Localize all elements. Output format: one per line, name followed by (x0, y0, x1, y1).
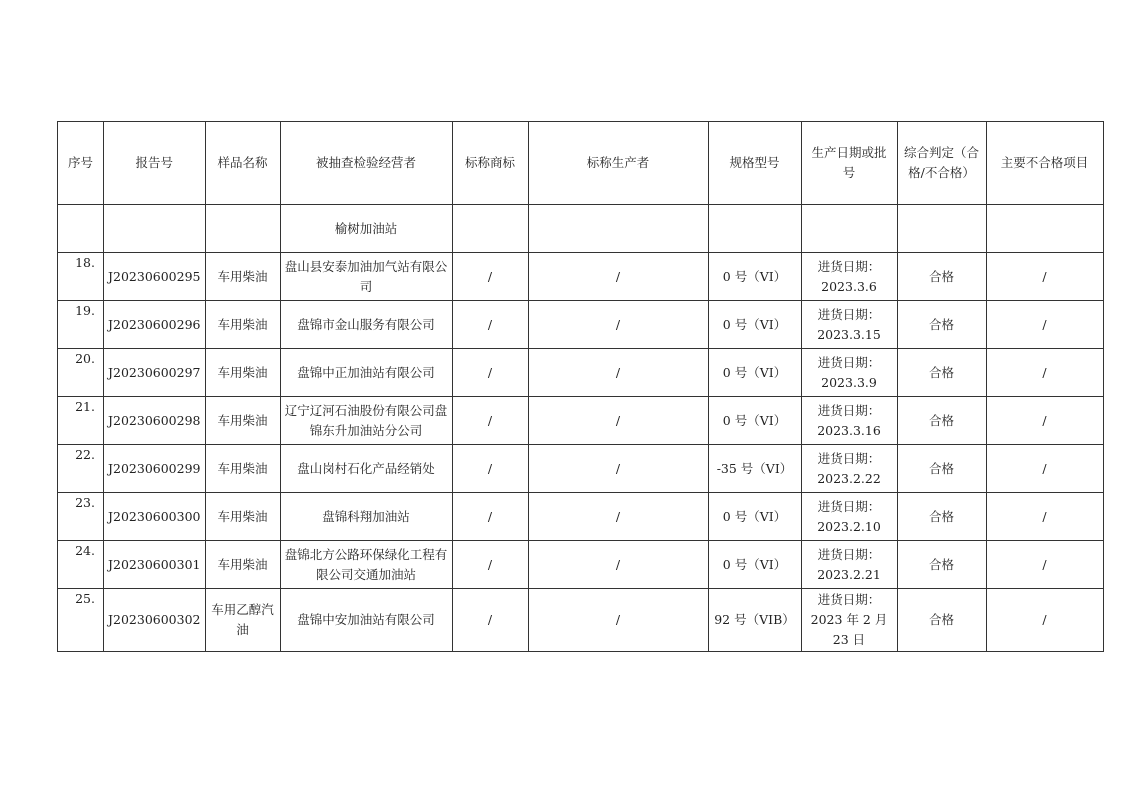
cell-sample: 车用乙醇汽油 (205, 589, 280, 652)
cell-report: J20230600301 (104, 541, 206, 589)
cell-brand: / (452, 541, 528, 589)
cell-items: / (986, 541, 1103, 589)
cell-producer: / (528, 493, 708, 541)
table-row (58, 589, 1104, 652)
cell-operator: 辽宁辽河石油股份有限公司盘锦东升加油站分公司 (280, 397, 452, 445)
cell-producer: / (528, 541, 708, 589)
cell-report: J20230600300 (104, 493, 206, 541)
cell-operator: 盘锦中正加油站有限公司 (280, 349, 452, 397)
header-brand: 标称商标 (452, 122, 528, 205)
cell-report: J20230600297 (104, 349, 206, 397)
cell-spec: 0 号（VI） (708, 493, 801, 541)
header-date: 生产日期或批号 (801, 122, 897, 205)
cell-report: J20230600295 (104, 253, 206, 301)
cell-date: 进货日期：2023.2.10 (801, 493, 897, 541)
cell-date: 进货日期：2023.2.21 (801, 541, 897, 589)
cell-brand: / (452, 253, 528, 301)
cell-verdict: 合格 (897, 589, 986, 652)
header-report: 报告号 (104, 122, 206, 205)
cell-date: 进货日期：2023.3.15 (801, 301, 897, 349)
cell-producer: / (528, 397, 708, 445)
cell-items: / (986, 445, 1103, 493)
cell-brand: / (452, 301, 528, 349)
table-body (58, 205, 1104, 652)
cell-seq: 22. (58, 445, 104, 493)
cell-operator: 盘锦中安加油站有限公司 (280, 589, 452, 652)
continuation-operator: 榆树加油站 (280, 205, 452, 253)
header-sample: 样品名称 (205, 122, 280, 205)
cell-spec: 0 号（VI） (708, 397, 801, 445)
cell-spec: -35 号（VI） (708, 445, 801, 493)
cell-verdict: 合格 (897, 445, 986, 493)
cell-brand: / (452, 589, 528, 652)
cell-sample: 车用柴油 (205, 397, 280, 445)
cell-date: 进货日期：2023.3.9 (801, 349, 897, 397)
table-row (58, 541, 1104, 589)
cell-spec: 0 号（VI） (708, 301, 801, 349)
cell-seq: 21. (58, 397, 104, 445)
cell-report: J20230600296 (104, 301, 206, 349)
header-operator: 被抽查检验经营者 (280, 122, 452, 205)
header-verdict: 综合判定（合格/不合格） (897, 122, 986, 205)
cell-spec: 0 号（VI） (708, 253, 801, 301)
cell-producer: / (528, 589, 708, 652)
cell-brand: / (452, 349, 528, 397)
cell-producer: / (528, 349, 708, 397)
cell-items: / (986, 253, 1103, 301)
cell-verdict: 合格 (897, 493, 986, 541)
cell-sample: 车用柴油 (205, 301, 280, 349)
cell-items: / (986, 301, 1103, 349)
cell-report: J20230600298 (104, 397, 206, 445)
cell-items: / (986, 397, 1103, 445)
header-seq: 序号 (58, 122, 104, 205)
cell-date: 进货日期：2023.2.22 (801, 445, 897, 493)
cell-operator: 盘锦北方公路环保绿化工程有限公司交通加油站 (280, 541, 452, 589)
cell-items: / (986, 589, 1103, 652)
continuation-row (58, 205, 1104, 253)
cell-date: 进货日期：2023.3.6 (801, 253, 897, 301)
cell-seq: 24. (58, 541, 104, 589)
cell-date: 进货日期：2023.3.16 (801, 397, 897, 445)
cell-verdict: 合格 (897, 301, 986, 349)
cell-verdict: 合格 (897, 397, 986, 445)
cell-verdict: 合格 (897, 541, 986, 589)
cell-seq: 23. (58, 493, 104, 541)
header-spec: 规格型号 (708, 122, 801, 205)
header-items: 主要不合格项目 (986, 122, 1103, 205)
cell-operator: 盘山县安泰加油加气站有限公司 (280, 253, 452, 301)
cell-brand: / (452, 397, 528, 445)
table-row (58, 397, 1104, 445)
cell-report: J20230600302 (104, 589, 206, 652)
cell-date: 进货日期：2023 年 2 月 23 日 (801, 589, 897, 652)
cell-sample: 车用柴油 (205, 541, 280, 589)
table-row (58, 493, 1104, 541)
cell-report: J20230600299 (104, 445, 206, 493)
table-row (58, 253, 1104, 301)
cell-producer: / (528, 445, 708, 493)
cell-sample: 车用柴油 (205, 253, 280, 301)
cell-spec: 92 号（VIB） (708, 589, 801, 652)
cell-spec: 0 号（VI） (708, 349, 801, 397)
inspection-table (57, 121, 1104, 652)
cell-verdict: 合格 (897, 253, 986, 301)
cell-verdict: 合格 (897, 349, 986, 397)
cell-operator: 盘山岗村石化产品经销处 (280, 445, 452, 493)
table-row (58, 349, 1104, 397)
cell-operator: 盘锦市金山服务有限公司 (280, 301, 452, 349)
cell-sample: 车用柴油 (205, 493, 280, 541)
cell-items: / (986, 349, 1103, 397)
cell-brand: / (452, 493, 528, 541)
table-row (58, 301, 1104, 349)
cell-sample: 车用柴油 (205, 445, 280, 493)
cell-seq: 25. (58, 589, 104, 652)
cell-seq: 18. (58, 253, 104, 301)
cell-producer: / (528, 301, 708, 349)
cell-operator: 盘锦科翔加油站 (280, 493, 452, 541)
cell-sample: 车用柴油 (205, 349, 280, 397)
table-row (58, 445, 1104, 493)
cell-seq: 20. (58, 349, 104, 397)
header-row (58, 122, 1104, 205)
cell-items: / (986, 493, 1103, 541)
header-producer: 标称生产者 (528, 122, 708, 205)
cell-brand: / (452, 445, 528, 493)
cell-seq: 19. (58, 301, 104, 349)
cell-spec: 0 号（VI） (708, 541, 801, 589)
cell-producer: / (528, 253, 708, 301)
